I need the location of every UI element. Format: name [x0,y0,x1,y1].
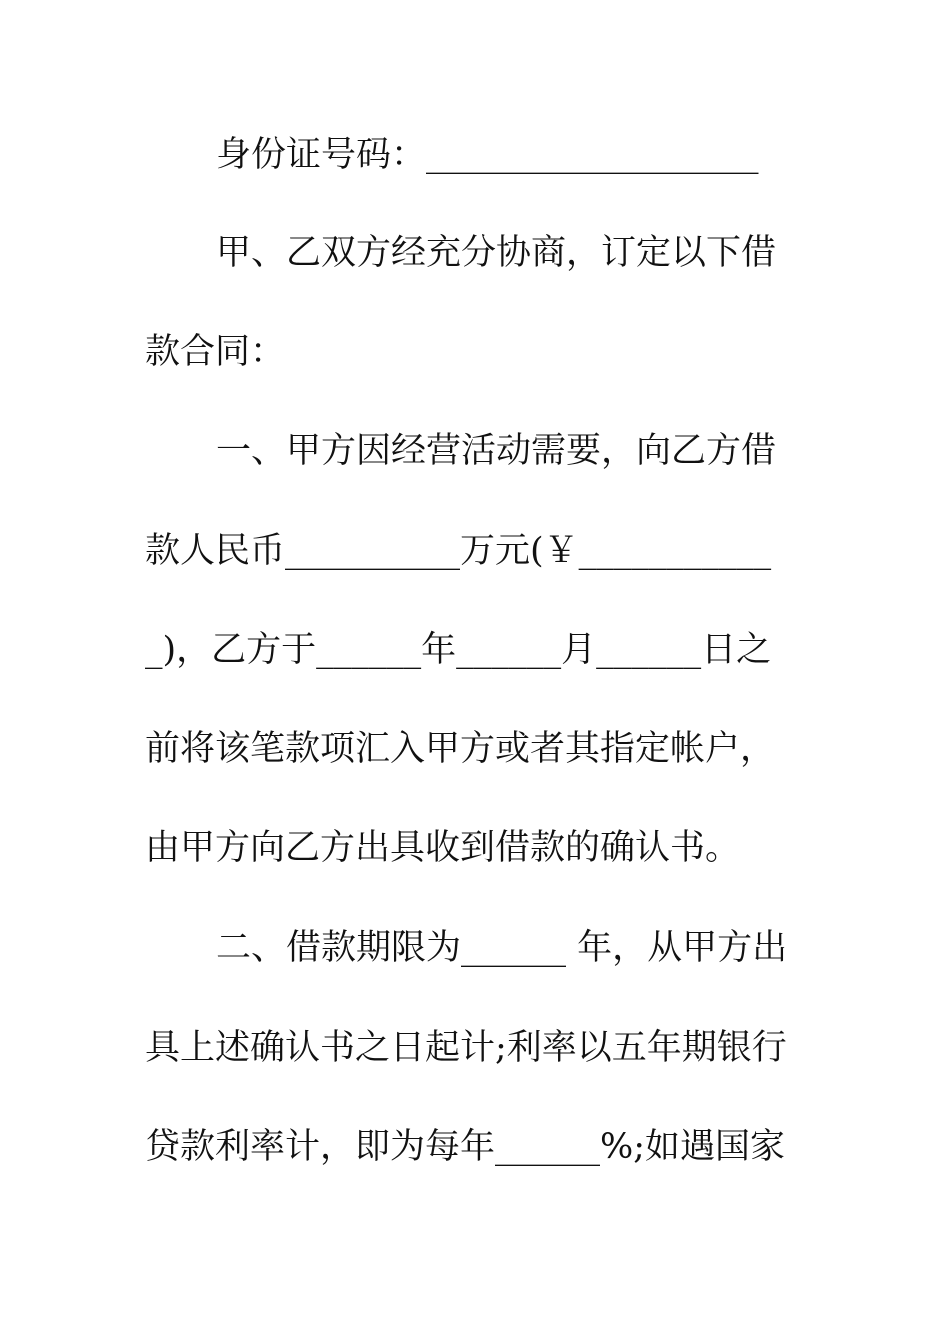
clause-1-line-3: _)，乙方于______年______月______日之 [145,630,772,670]
clause-1-line-4: 前将该笔款项汇入甲方或者其指定帐户， [145,729,776,769]
clause-2-line-3: 贷款利率计，即为每年______%;如遇国家 [145,1127,786,1167]
paragraph-intro-line-2: 款合同： [145,332,286,372]
clause-2-line-1: 二、借款期限为______ 年，从甲方出 [216,928,788,968]
clause-1-line-2: 款人民币__________万元(￥___________ [145,531,772,571]
clause-2-line-2: 具上述确认书之日起计;利率以五年期银行 [145,1028,787,1068]
paragraph-intro-line-1: 甲、乙双方经充分协商，订定以下借 [216,233,777,273]
id-number-line: 身份证号码：___________________ [216,135,759,175]
clause-1-line-5: 由甲方向乙方出具收到借款的确认书。 [145,828,741,868]
clause-1-line-1: 一、甲方因经营活动需要，向乙方借 [216,431,777,471]
